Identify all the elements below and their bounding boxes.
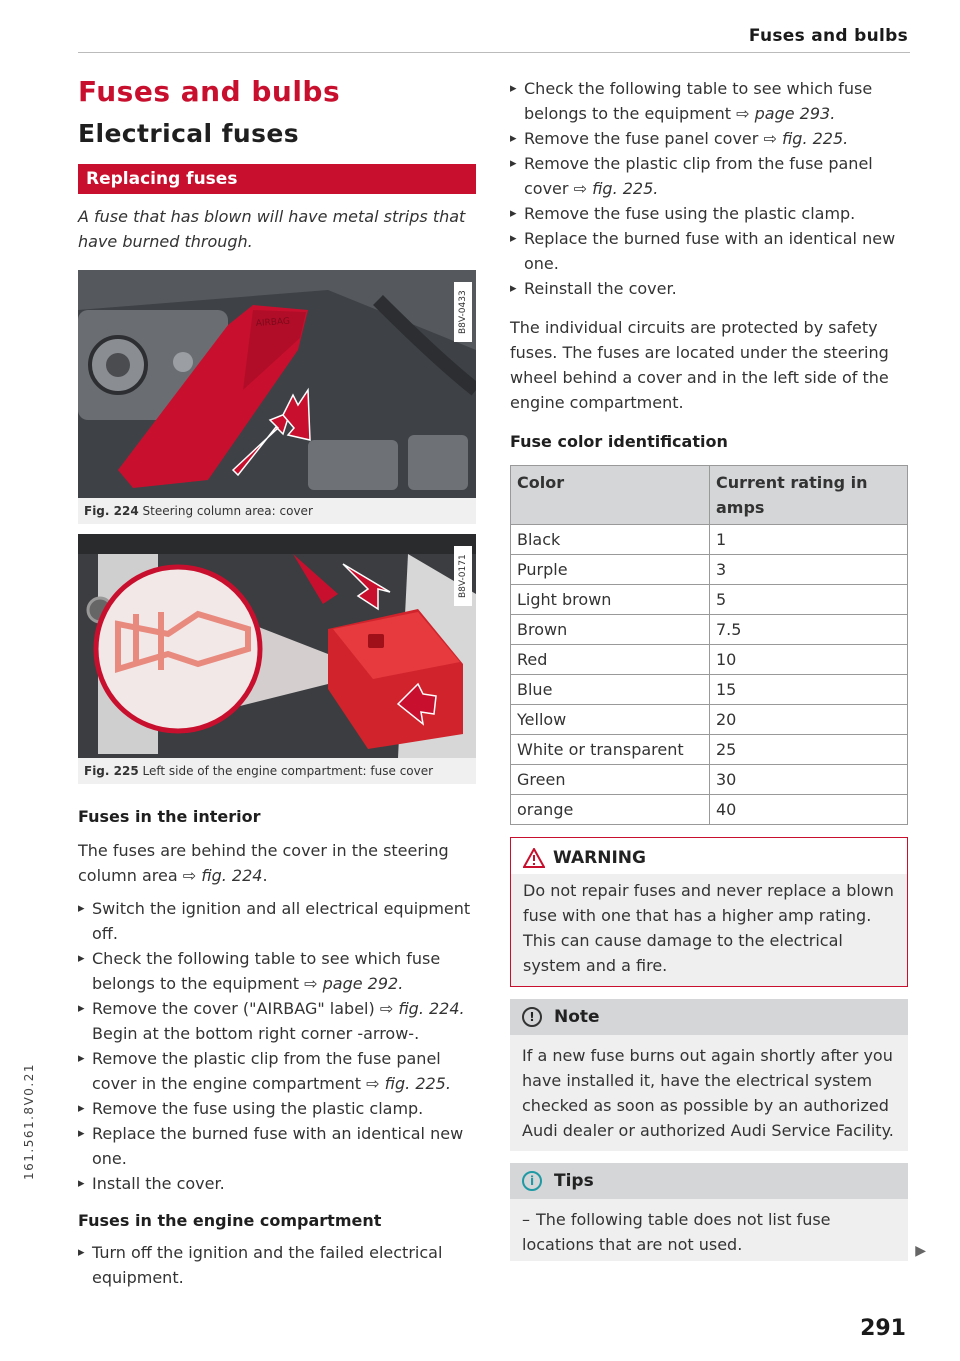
step-text: Remove the cover ("AIRBAG" label) [92,999,375,1018]
continued-arrow-icon[interactable]: ▶ [915,1243,926,1259]
color-table-heading: Fuse color identification [510,432,728,451]
color-cell: orange [511,795,710,825]
figure-code: B8V-0433 [454,282,472,342]
table-row [511,735,908,765]
right-column [510,76,908,1261]
rating-cell: 30 [710,765,908,795]
step-extra-text: Begin at the bottom right corner -arrow-. [92,1024,420,1043]
figure-label: Fig. 224 [84,504,139,518]
rating-cell: 20 [710,705,908,735]
figure-caption [78,758,476,784]
figure-caption [78,498,476,524]
list-item [78,1240,476,1290]
warning-header [511,837,907,874]
subsection-bar: Replacing fuses [78,164,476,194]
table-row [511,705,908,735]
list-item [510,276,908,301]
color-cell: Black [511,525,710,555]
steering-column-illustration [78,270,476,498]
rating-cell: 5 [710,585,908,615]
figure-caption-text: Left side of the engine compartment: fuse cover [142,764,434,778]
airbag-label-text: AIRBAG [255,316,291,329]
list-item [78,1046,476,1096]
tips-header [510,1163,908,1199]
table-row [511,765,908,795]
rating-cell: 15 [710,675,908,705]
rating-cell: 7.5 [710,615,908,645]
engine-compartment-illustration [78,534,476,758]
step-text: Remove the fuse using the plastic clamp. [524,204,856,223]
fig-225-link[interactable]: ⇨ fig. 225. [366,1074,451,1093]
note-box [510,999,908,1151]
rating-cell: 3 [710,555,908,585]
list-item [78,1096,476,1121]
left-column [78,76,476,1290]
step-text: Install the cover. [92,1174,225,1193]
table-header-row [511,466,908,525]
warning-title: WARNING [553,848,646,868]
interior-paragraph-text: The fuses are behind the cover in the steering column area [78,841,449,885]
table-row [511,525,908,555]
section-title: Electrical fuses [78,119,300,148]
figure-225 [78,534,476,784]
step-text: Turn off the ignition and the failed electrical equipment. [92,1243,443,1287]
step-text: Reinstall the cover. [524,279,677,298]
list-item [78,996,476,1046]
fig-225-link[interactable]: ⇨ fig. 225. [763,129,849,148]
tips-box [510,1163,908,1261]
rating-cell: 40 [710,795,908,825]
tips-title: Tips [554,1171,594,1191]
tips-text: The following table does not list fuse locations that are not used. [522,1210,831,1254]
rating-cell: 1 [710,525,908,555]
step-text: Remove the plastic clip from the fuse panel cover [524,154,873,198]
engine-steps-list [78,1240,476,1290]
interior-steps-list [78,896,476,1196]
step-text: Replace the burned fuse with an identical new one. [92,1124,464,1168]
engine-heading: Fuses in the engine compartment [78,1211,382,1230]
list-item [78,1171,476,1196]
table-row [511,585,908,615]
step-text: Switch the ignition and all electrical equipment off. [92,899,471,943]
fig-225-link[interactable]: ⇨ fig. 225. [573,179,659,198]
engine-compartment-photo [78,534,476,758]
list-item [510,126,908,151]
list-item [510,151,908,201]
dash-bullet: – [522,1210,530,1229]
rating-cell: 25 [710,735,908,765]
warning-box [510,837,908,987]
step-text: Replace the burned fuse with an identical new one. [524,229,896,273]
side-document-code: 161.561.8V0.21 [22,1063,36,1180]
note-exclamation-icon: ! [522,1007,542,1027]
intro-text: A fuse that has blown will have metal strips that have burned through. [78,207,466,251]
figure-label: Fig. 225 [84,764,139,778]
fig-224-link[interactable]: ⇨ fig. 224. [379,999,465,1018]
list-item [78,896,476,946]
fig-224-link[interactable]: ⇨ fig. 224 [182,866,263,885]
color-cell: Red [511,645,710,675]
step-text: Check the following table to see which fuse belongs to the equipment [92,949,441,993]
color-cell: Brown [511,615,710,645]
interior-heading: Fuses in the interior [78,807,261,826]
chapter-title: Fuses and bulbs [78,75,341,108]
step-text: Remove the fuse panel cover [524,129,759,148]
steering-column-photo [78,270,476,498]
note-text: If a new fuse burns out again shortly after you have installed it, have the electrical system checked as soon as possible by an authorized Audi dealer or authorized Audi Service Facility. [522,1046,894,1140]
interior-paragraph [78,838,476,888]
page-292-link[interactable]: ⇨ page 292. [304,974,404,993]
page-number: 291 [860,1316,906,1341]
engine-steps-continued [510,76,908,301]
color-cell: White or transparent [511,735,710,765]
tips-text-row [510,1199,908,1261]
table-row [511,675,908,705]
fuse-color-table [510,465,908,825]
running-head: Fuses and bulbs [748,26,908,46]
figure-caption-text: Steering column area: cover [142,504,313,518]
info-icon: i [522,1171,542,1191]
color-cell: Purple [511,555,710,585]
figure-code: B8V-0171 [454,546,472,606]
header-rule [78,52,910,53]
list-item [78,1121,476,1171]
step-text: Check the following table to see which fuse belongs to the equipment [524,79,873,123]
list-item [510,201,908,226]
color-cell: Yellow [511,705,710,735]
column-header: Current rating in amps [710,466,908,525]
note-title: Note [554,1007,600,1027]
table-row [511,555,908,585]
list-item [78,946,476,996]
interior-paragraph-end: . [262,866,268,885]
table-row [511,795,908,825]
warning-triangle-icon [523,848,545,868]
page-293-link[interactable]: ⇨ page 293. [736,104,836,123]
column-header: Color [511,466,710,525]
step-text: Remove the fuse using the plastic clamp. [92,1099,424,1118]
color-cell: Blue [511,675,710,705]
color-cell: Light brown [511,585,710,615]
figure-224 [78,270,476,524]
color-cell: Green [511,765,710,795]
step-text: Remove the plastic clip from the fuse panel cover in the engine compartment [92,1049,441,1093]
rating-cell: 10 [710,645,908,675]
table-row [511,615,908,645]
list-item [510,76,908,126]
warning-text: Do not repair fuses and never replace a blown fuse with one that has a higher amp rating. This can cause damage to the electrical system and a fire. [511,874,907,986]
circuits-paragraph: The individual circuits are protected by safety fuses. The fuses are located under the steering wheel behind a cover and in the left side of the engine compartment. [510,318,889,412]
list-item [510,226,908,276]
table-row [511,645,908,675]
note-header [510,999,908,1035]
